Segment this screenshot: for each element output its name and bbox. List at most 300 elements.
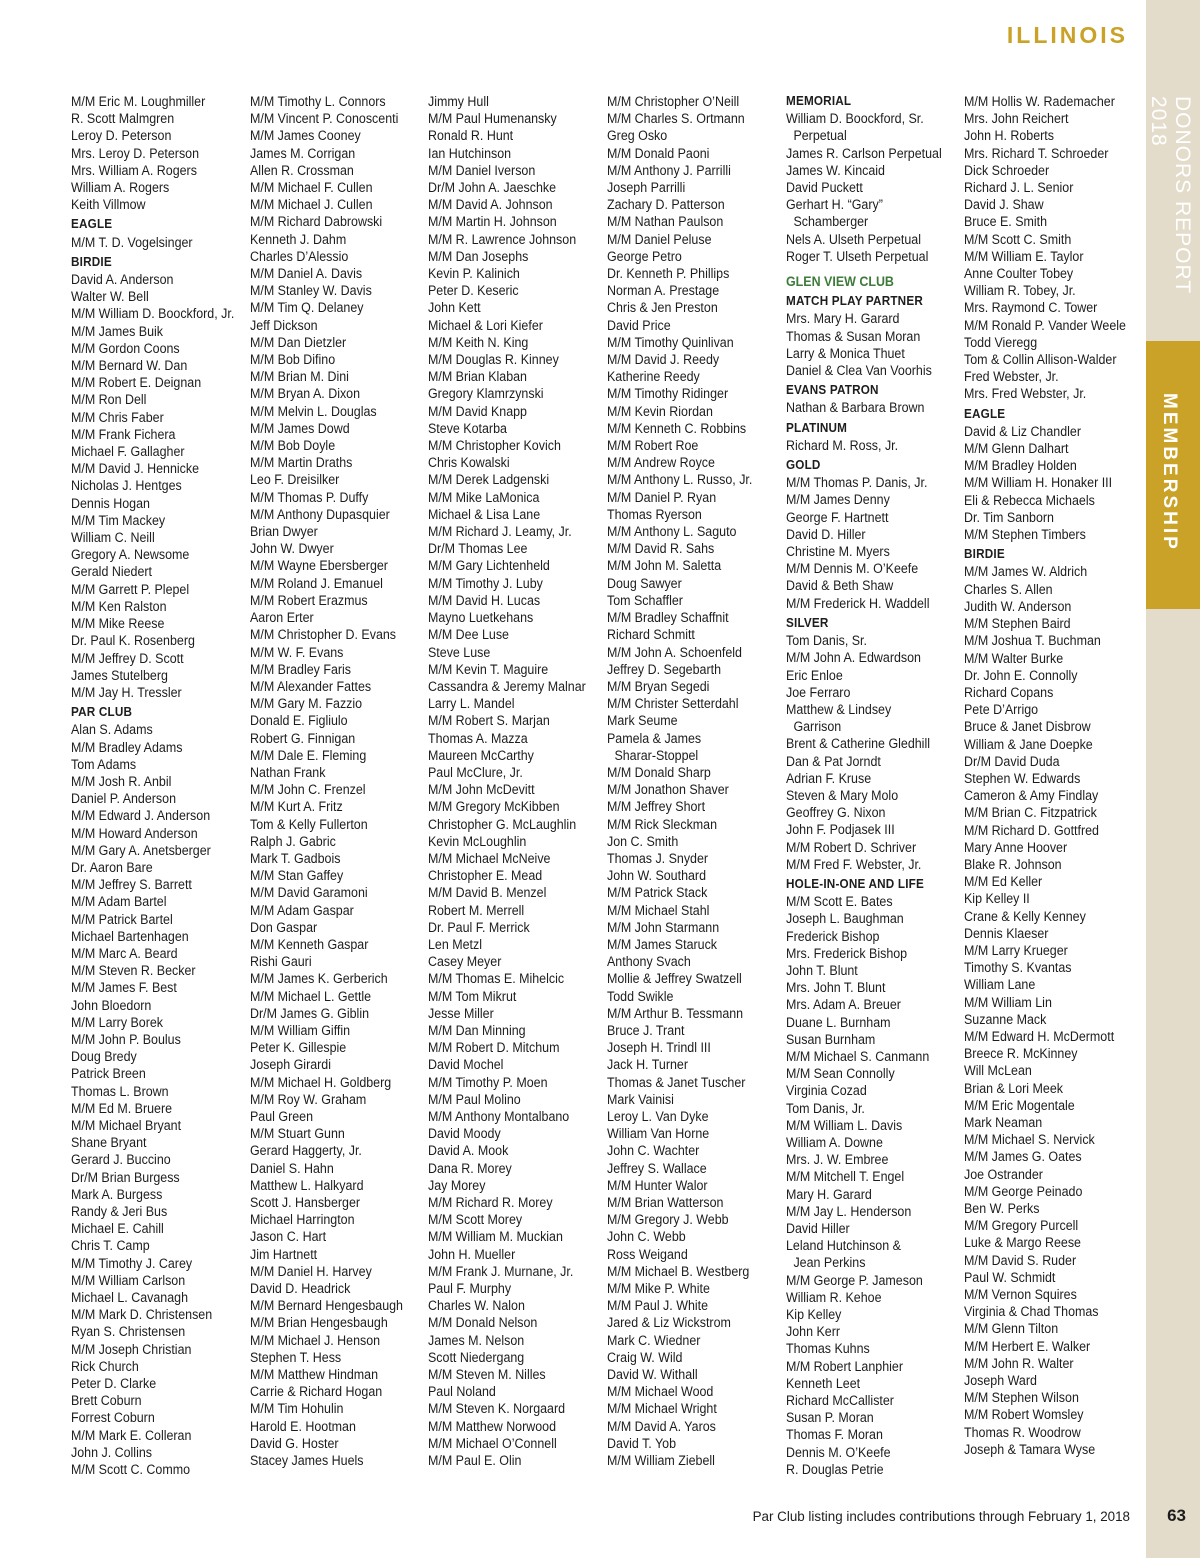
donor-name: M/M Christopher D. Evans [250, 627, 397, 643]
donor-name: Michael L. Cavanagh [71, 1290, 189, 1306]
donor-name: Mrs. Raymond C. Tower [964, 300, 1098, 316]
donor-name: David T. Yob [607, 1435, 677, 1451]
donor-name: Cameron & Amy Findlay [964, 788, 1099, 804]
donor-name: M/M Glenn Dalhart [964, 441, 1069, 457]
donor-name: John Kett [428, 300, 481, 316]
donor-name: Mrs. J. W. Embree [786, 1152, 889, 1168]
donor-name: Leo F. Dreisilker [250, 472, 340, 488]
donor-name: Schamberger [793, 214, 869, 230]
state-heading: ILLINOIS [1006, 22, 1128, 48]
donor-name: Dr. Aaron Bare [71, 859, 153, 875]
donor-name: M/M Larry Krueger [964, 942, 1068, 958]
donor-name: Alan S. Adams [71, 722, 153, 738]
donor-name: M/M Tom Mikrut [428, 988, 517, 1004]
donor-name: M/M David H. Lucas [428, 592, 541, 608]
donor-name: Mary Anne Hoover [964, 839, 1068, 855]
donor-name: Thomas Ryerson [607, 506, 702, 522]
donor-name: M/M Paul J. White [607, 1298, 709, 1314]
donor-name: M/M Michael Wright [607, 1401, 717, 1417]
donor-name: M/M Stephen Timbers [964, 527, 1086, 543]
donor-name: M/M Michael F. Cullen [250, 180, 373, 196]
donor-name: M/M Paul E. Olin [428, 1453, 522, 1469]
donor-name: M/M Mitchell T. Engel [786, 1169, 905, 1185]
donor-name: David J. Shaw [964, 197, 1044, 213]
donor-name: M/M Keith N. King [428, 334, 529, 350]
donor-name: Nathan Frank [250, 764, 326, 780]
donor-name: Joseph Ward [964, 1373, 1037, 1389]
donor-name: Dr/M Thomas Lee [428, 541, 528, 557]
donor-name: Charles W. Nalon [428, 1298, 525, 1314]
donor-name: Anne Coulter Tobey [964, 266, 1074, 282]
donor-name: Leland Hutchinson & [786, 1238, 901, 1254]
donor-name: William A. Rogers [71, 180, 170, 196]
donor-name: Keith Villmow [71, 197, 146, 213]
donor-name: M/M David R. Sahs [607, 541, 715, 557]
donor-name: M/M Tim Mackey [71, 512, 166, 528]
donor-name: William Van Horne [607, 1126, 710, 1142]
donor-name: M/M Kevin Riordan [607, 403, 713, 419]
donor-name: Mayno Luetkehans [428, 610, 534, 626]
donor-name: Dr. Kenneth P. Phillips [607, 266, 730, 282]
donor-name: Adrian F. Kruse [786, 770, 872, 786]
donor-name: M/M John McDevitt [428, 782, 535, 798]
donor-name: Peter K. Gillespie [250, 1040, 347, 1056]
donor-name: M/M Kevin T. Maguire [428, 661, 549, 677]
donor-name: M/M Bryan Segedi [607, 678, 710, 694]
donor-name: M/M Bradley Schaffnit [607, 610, 729, 626]
donor-name: M/M James W. Aldrich [964, 564, 1088, 580]
donor-name: John F. Podjasek III [786, 822, 895, 838]
donor-name: M/M James Cooney [250, 128, 361, 144]
donor-name: Dana R. Morey [428, 1160, 512, 1176]
donor-name: M/M James G. Oates [964, 1149, 1082, 1165]
donor-name: Mollie & Jeffrey Swatzell [607, 971, 742, 987]
donor-name: David A. Mook [428, 1143, 509, 1159]
donor-name: M/M James K. Gerberich [250, 971, 388, 987]
donor-name: Joe Ferraro [786, 684, 851, 700]
donor-name: M/M Christopher O’Neill [607, 94, 740, 109]
donor-name: M/M Hollis W. Rademacher [964, 94, 1115, 109]
donor-name: M/M Mark E. Colleran [71, 1427, 192, 1443]
donor-name: M/M Daniel A. Davis [250, 266, 363, 282]
donor-name: George Petro [607, 248, 682, 264]
donor-name: Gerhart H. “Gary” [786, 197, 883, 213]
donor-name: M/M David J. Hennicke [71, 461, 200, 477]
donor-name: David Moody [428, 1126, 501, 1142]
donor-name: M/M Jeffrey S. Barrett [71, 877, 192, 893]
donor-name: Mrs. Frederick Bishop [786, 945, 908, 961]
donor-name: M/M Richard R. Morey [428, 1195, 553, 1210]
donor-name: Leroy D. Peterson [71, 128, 172, 144]
donor-name: William D. Boockford, Sr. [786, 111, 924, 127]
donor-name: Frederick Bishop [786, 928, 880, 944]
donor-name: Don Gaspar [250, 919, 318, 935]
donor-name: M/M Roland J. Emanuel [250, 575, 383, 591]
donor-name: M/M James Dowd [250, 420, 350, 436]
donor-name: Kenneth J. Dahm [250, 231, 347, 247]
donor-column-2 [250, 93, 414, 1469]
donor-name: M/M Gary A. Anetsberger [71, 842, 211, 858]
donor-name: M/M Michael Wood [607, 1384, 714, 1400]
donor-name: David Mochel [428, 1057, 504, 1073]
donor-name: Gerald Niedert [71, 564, 152, 580]
donor-name: Dr/M James G. Giblin [250, 1005, 370, 1021]
donor-name: Sharar-Stoppel [614, 747, 699, 763]
donor-name: M/M Matthew Hindman [250, 1367, 379, 1383]
donor-name: John J. Collins [71, 1444, 152, 1460]
donor-name: M/M Gregory J. Webb [607, 1212, 729, 1228]
donor-name: M/M Anthony Montalbano [428, 1108, 570, 1124]
donor-name: Greg Osko [607, 128, 668, 144]
donor-name: Richard J. L. Senior [964, 180, 1074, 196]
donor-name: M/M John P. Boulus [71, 1031, 181, 1047]
donor-name: M/M Martin H. Johnson [428, 214, 557, 230]
donor-name: Charles D’Alessio [250, 248, 349, 264]
donor-name: M/M Timothy Quinlivan [607, 334, 734, 350]
donor-name: M/M Bernard Hengesbaugh [250, 1298, 403, 1314]
donor-name: M/M John R. Walter [964, 1355, 1074, 1371]
donor-name: M/M James F. Best [71, 980, 177, 996]
donor-name: M/M Gregory Purcell [964, 1218, 1079, 1234]
donor-name: Mark C. Wiedner [607, 1332, 701, 1348]
donor-name: M/M Daniel P. Ryan [607, 489, 717, 505]
donor-column-1 [71, 93, 235, 1478]
donor-name: Allen R. Crossman [250, 162, 354, 178]
donor-name: Dennis M. O’Keefe [786, 1444, 891, 1460]
donor-name: M/M David A. Yaros [607, 1418, 716, 1434]
donor-name: M/M Michael Bryant [71, 1117, 182, 1133]
donor-name: R. Douglas Petrie [786, 1461, 884, 1477]
page-number: 63 [1167, 1506, 1186, 1525]
donor-name: Perpetual [793, 128, 847, 144]
donor-name: M/M Alexander Fattes [250, 678, 372, 694]
donor-name: Michael & Lori Kiefer [428, 317, 543, 333]
category-heading: EVANS PATRON [786, 383, 879, 398]
donor-name: M/M Derek Ladgenski [428, 472, 550, 488]
donor-name: Steven & Mary Molo [786, 787, 899, 803]
donor-name: M/M Michael S. Canmann [786, 1048, 930, 1064]
donor-name: M/M Robert Erazmus [250, 592, 368, 608]
donor-name: Harold E. Hootman [250, 1418, 356, 1434]
donor-name: M/M Timothy P. Moen [428, 1074, 548, 1090]
category-heading: MATCH PLAY PARTNER [786, 294, 923, 309]
donor-name: Dennis Klaeser [964, 925, 1049, 941]
donor-name: Thomas & Janet Tuscher [607, 1074, 746, 1090]
donor-name: M/M Ed M. Bruere [71, 1100, 173, 1116]
donor-name: David G. Hoster [250, 1435, 339, 1451]
donor-name: M/M Daniel H. Harvey [250, 1263, 372, 1279]
donor-name: Stacey James Huels [250, 1453, 364, 1469]
donor-name: David W. Withall [607, 1367, 698, 1383]
donor-name: M/M Sean Connolly [786, 1066, 895, 1082]
donor-name: Dr/M Brian Burgess [71, 1169, 180, 1185]
donor-name: M/M David B. Menzel [428, 885, 547, 901]
donor-name: M/M Anthony Dupasquier [250, 506, 390, 522]
donor-name: Will McLean [964, 1063, 1032, 1079]
donor-name: Mrs. Adam A. Breuer [786, 997, 901, 1013]
donor-name: M/M Larry Borek [71, 1014, 164, 1030]
donor-name: M/M John A. Schoenfeld [607, 644, 742, 660]
donor-name: M/M Andrew Royce [607, 455, 715, 471]
donor-name: M/M Bryan A. Dixon [250, 386, 361, 402]
donor-name: M/M Gordon Coons [71, 340, 180, 356]
donor-name: M/M Bradley Faris [250, 661, 352, 677]
donor-name: M/M Chris Faber [71, 409, 164, 425]
donor-name: Jim Hartnett [250, 1246, 318, 1262]
donor-name: John C. Webb [607, 1229, 686, 1245]
donor-name: Dick Schroeder [964, 162, 1050, 178]
donor-name: M/M Ronald P. Vander Weele [964, 317, 1126, 333]
donor-name: Michael F. Gallagher [71, 444, 185, 460]
donor-name: Dennis Hogan [71, 495, 150, 511]
donor-name: Chris & Jen Preston [607, 300, 718, 316]
donor-name: Anthony Svach [607, 954, 691, 970]
donor-name: Jon C. Smith [607, 833, 679, 849]
donor-name: M/M Bob Doyle [250, 438, 336, 454]
donor-name: Daniel & Clea Van Voorhis [786, 363, 932, 379]
donor-name: Mark Neaman [964, 1114, 1043, 1130]
donor-name: Scott Niedergang [428, 1349, 525, 1365]
category-heading: GOLD [786, 458, 821, 473]
donor-name: M/M Eric Mogentale [964, 1097, 1075, 1113]
donor-name: M/M Martin Draths [250, 455, 353, 471]
donor-name: Jeffrey S. Wallace [607, 1160, 707, 1176]
donor-name: M/M Michael J. Cullen [250, 197, 373, 213]
donor-name: Duane L. Burnham [786, 1014, 891, 1030]
donor-name: Norman A. Prestage [607, 283, 720, 299]
donor-column-4 [607, 93, 771, 1469]
category-heading: BIRDIE [71, 254, 112, 269]
donor-name: Maureen McCarthy [428, 747, 534, 763]
donor-name: William R. Kehoe [786, 1289, 882, 1305]
donor-name: Forrest Coburn [71, 1410, 155, 1426]
donor-name: Michael Harrington [250, 1212, 355, 1228]
donor-name: M/M Matthew Norwood [428, 1418, 557, 1434]
donor-name: M/M Ed Keller [964, 874, 1043, 890]
donor-name: Virginia Cozad [786, 1083, 867, 1099]
donor-name: David D. Headrick [250, 1281, 351, 1297]
donor-name: M/M Brian C. Fitzpatrick [964, 805, 1097, 821]
donor-name: Dr/M John A. Jaeschke [428, 180, 557, 196]
donor-name: M/M Jay L. Henderson [786, 1203, 912, 1219]
donor-name: Nicholas J. Hentges [71, 478, 182, 494]
donor-name: Pamela & James [607, 730, 702, 746]
donor-name: John H. Mueller [428, 1246, 516, 1262]
donor-name: M/M Daniel Peluse [607, 231, 712, 247]
donor-name: M/M Paul Humenansky [428, 111, 557, 127]
donor-name: Randy & Jeri Bus [71, 1204, 168, 1219]
donor-name: M/M Dee Luse [428, 627, 509, 643]
donor-name: Mrs. Mary H. Garard [786, 311, 900, 327]
donor-name: Kip Kelley II [964, 891, 1030, 907]
donor-name: M/M John M. Saletta [607, 558, 722, 574]
donor-name: R. Scott Malmgren [71, 111, 175, 127]
donor-name: Peter D. Clarke [71, 1376, 157, 1392]
donor-name: M/M Michael S. Nervick [964, 1132, 1095, 1148]
donor-name: M/M Wayne Ebersberger [250, 558, 388, 574]
donor-name: Doug Bredy [71, 1049, 137, 1065]
donor-name: M/M Michael Stahl [607, 902, 710, 918]
donor-name: M/M Michael B. Westberg [607, 1263, 750, 1279]
donor-name: Nathan & Barbara Brown [786, 400, 925, 416]
donor-name: M/M Robert Roe [607, 438, 699, 454]
donor-name: James Stutelberg [71, 667, 168, 683]
donor-name: M/M Rick Sleckman [607, 816, 718, 832]
donor-name: M/M George Peinado [964, 1183, 1083, 1199]
donor-name: Virginia & Chad Thomas [964, 1304, 1099, 1320]
donor-name: M/M William Carlson [71, 1272, 186, 1288]
donor-name: Susan Burnham [786, 1031, 876, 1047]
section-tab [1146, 341, 1200, 609]
donor-name: M/M Scott C. Commo [71, 1462, 191, 1478]
donor-name: M/M Bob Difino [250, 352, 336, 368]
donor-name: M/M Frank J. Murnane, Jr. [428, 1263, 574, 1279]
donor-name: Blake R. Johnson [964, 856, 1062, 872]
donor-name: Mrs. Leroy D. Peterson [71, 145, 200, 161]
category-heading: BIRDIE [964, 547, 1005, 562]
donor-name: M/M Robert S. Marjan [428, 713, 550, 729]
donor-name: M/M William M. Muckian [428, 1229, 563, 1245]
donor-name: Larry L. Mandel [428, 696, 515, 712]
donor-name: M/M Frank Fichera [71, 426, 176, 442]
donor-name: Mark Seume [607, 713, 678, 729]
footer-note: Par Club listing includes contributions through February 1, 2018 [752, 1509, 1130, 1524]
donor-name: M/M Fred F. Webster, Jr. [786, 856, 922, 872]
donor-name: Richard McCallister [786, 1393, 894, 1409]
donor-name: M/M Tim Hohulin [250, 1401, 344, 1417]
section-label: MEMBERSHIP [1159, 393, 1180, 552]
donor-name: Paul F. Murphy [428, 1281, 512, 1297]
donor-name: M/M James Denny [786, 492, 890, 508]
donor-name: M/M Bradley Adams [71, 739, 183, 755]
donor-name: William R. Tobey, Jr. [964, 283, 1076, 299]
donor-name: Patrick Breen [71, 1066, 146, 1082]
donor-name: M/M Richard Dabrowski [250, 214, 383, 230]
donor-name: Steve Luse [428, 644, 491, 660]
donor-name: M/M John Starmann [607, 919, 720, 935]
donor-column-5 [786, 93, 950, 1478]
donor-name: M/M Scott E. Bates [786, 894, 893, 910]
donor-name: Kenneth Leet [786, 1375, 861, 1391]
donor-name: Todd Swikle [607, 988, 674, 1004]
donor-name: John H. Roberts [964, 128, 1054, 144]
donor-name: M/M Stuart Gunn [250, 1126, 345, 1142]
donor-name: Timothy S. Kvantas [964, 960, 1072, 976]
donor-name: Joseph & Tamara Wyse [964, 1441, 1096, 1457]
donor-name: Robert G. Finnigan [250, 730, 356, 746]
donor-name: Brian & Lori Meek [964, 1080, 1063, 1096]
category-heading: EAGLE [964, 406, 1006, 421]
donor-name: Christine M. Myers [786, 544, 890, 560]
donor-name: Charles S. Allen [964, 581, 1053, 597]
donor-name: Jesse Miller [428, 1005, 494, 1021]
donor-name: David Price [607, 317, 671, 333]
donor-columns [71, 93, 1141, 1493]
donor-name: Leroy L. Van Dyke [607, 1108, 709, 1124]
donor-name: Kevin McLoughlin [428, 833, 527, 849]
donor-name: M/M Brian Klaban [428, 369, 527, 385]
donor-name: M/M W. F. Evans [250, 644, 344, 660]
donor-name: Bruce E. Smith [964, 214, 1048, 230]
donor-name: M/M Stephen Baird [964, 616, 1071, 632]
donor-name: M/M Adam Gaspar [250, 902, 354, 918]
donor-name: Tom Danis, Sr. [786, 633, 867, 649]
category-heading: PAR CLUB [71, 705, 133, 720]
donor-name: Katherine Reedy [607, 369, 700, 385]
donor-name: Paul Green [250, 1108, 314, 1124]
donor-name: Pete D’Arrigo [964, 702, 1039, 718]
donor-name: Thomas R. Woodrow [964, 1424, 1081, 1440]
donor-name: M/M Dale E. Fleming [250, 747, 367, 763]
donor-name: David & Liz Chandler [964, 423, 1081, 439]
donor-name: Michael E. Cahill [71, 1221, 164, 1237]
donor-name: Rick Church [71, 1358, 139, 1374]
donor-name: M/M Mike P. White [607, 1281, 710, 1297]
donor-name: M/M Kurt A. Fritz [250, 799, 343, 815]
donor-name: M/M Anthony L. Russo, Jr. [607, 472, 753, 488]
donor-name: Steve Kotarba [428, 420, 507, 436]
donor-name: Mrs. William A. Rogers [71, 162, 197, 178]
donor-name: Matthew & Lindsey [786, 701, 892, 717]
donor-name: M/M Timothy J. Carey [71, 1255, 193, 1271]
donor-name: Michael & Lisa Lane [428, 506, 541, 522]
donor-name: M/M Anthony L. Saguto [607, 524, 737, 540]
donor-name: Nels A. Ulseth Perpetual [786, 231, 921, 247]
donor-name: John Bloedorn [71, 997, 152, 1013]
donor-name: M/M Thomas P. Danis, Jr. [786, 475, 928, 491]
donor-name: M/M Dennis M. O’Keefe [786, 561, 919, 577]
donor-name: Jeffrey D. Segebarth [607, 661, 721, 677]
donor-name: M/M Michael McNeive [428, 850, 551, 866]
donor-name: Brent & Catherine Gledhill [786, 736, 930, 752]
club-heading: GLEN VIEW CLUB [786, 274, 894, 290]
donor-name: Mrs. John Reichert [964, 111, 1069, 127]
donor-name: M/M Scott Morey [428, 1212, 523, 1228]
donor-name: M/M Howard Anderson [71, 825, 198, 841]
donor-name: Thomas & Susan Moran [786, 328, 921, 344]
donor-name: Dr. Tim Sanborn [964, 509, 1054, 525]
donor-name: M/M Stephen Wilson [964, 1390, 1079, 1406]
donor-name: Jason C. Hart [250, 1229, 327, 1245]
donor-name: M/M Timothy L. Connors [250, 94, 386, 109]
donor-name: Larry & Monica Thuet [786, 345, 905, 361]
donor-name: George F. Hartnett [786, 509, 889, 525]
donor-name: Tom Danis, Jr. [786, 1100, 865, 1116]
donor-name: David Hiller [786, 1221, 850, 1236]
donor-name: David & Beth Shaw [786, 578, 894, 594]
donor-name: Christopher E. Mead [428, 868, 543, 884]
donor-name: M/M William Giffin [250, 1022, 351, 1038]
donor-name: M/M Vincent P. Conoscenti [250, 111, 399, 127]
donor-name: Mark T. Gadbois [250, 850, 341, 866]
donor-name: Tom & Collin Allison-Walder [964, 352, 1117, 368]
donor-name: M/M T. D. Vogelsinger [71, 234, 193, 250]
donor-name: M/M Marc A. Beard [71, 945, 178, 961]
donor-name: James R. Carlson Perpetual [786, 145, 942, 161]
donor-name: M/M Mike Reese [71, 616, 165, 632]
donor-name: M/M Thomas P. Duffy [250, 489, 369, 505]
donor-name: David A. Anderson [71, 272, 174, 288]
donor-name: Doug Sawyer [607, 575, 682, 591]
donor-name: M/M Richard D. Gottfred [964, 822, 1099, 838]
donor-name: Daniel P. Anderson [71, 791, 177, 807]
donor-name: M/M John A. Edwardson [786, 650, 921, 666]
donor-name: M/M Charles S. Ortmann [607, 111, 745, 127]
donor-name: M/M Herbert E. Walker [964, 1338, 1091, 1354]
donor-name: Thomas A. Mazza [428, 730, 528, 746]
donor-name: Mary H. Garard [786, 1186, 872, 1202]
donor-name: Tom Schaffler [607, 592, 683, 608]
